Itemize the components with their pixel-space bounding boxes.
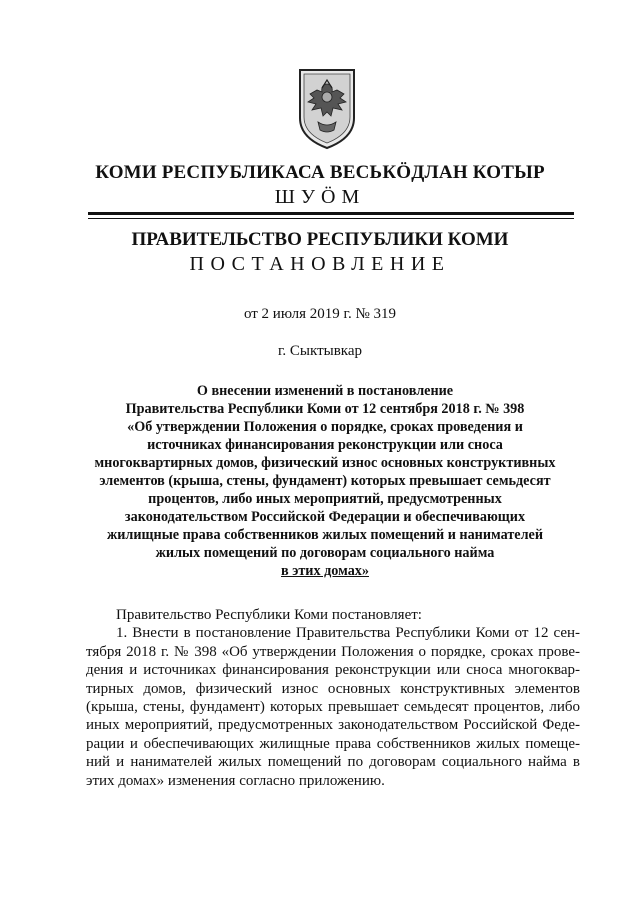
title-line: элементов (крыша, стены, фундамент) которых превышает семьдесят [99, 473, 551, 489]
body-line: ний и нанимателей жилых помещений по договорам социального найма в [86, 754, 580, 771]
russian-government-name: ПРАВИТЕЛЬСТВО РЕСПУБЛИКИ КОМИ [131, 229, 509, 250]
title-line-underlined: в этих домах» [281, 563, 369, 579]
title-line: жилищные права собственников жилых помещений и нанимателей [106, 527, 544, 543]
komi-document-type: ШУӦМ [274, 186, 366, 208]
body-line: этих домах» изменения согласно приложению. [86, 772, 385, 789]
title-line: процентов, либо иных мероприятий, предусмотренных [148, 491, 502, 507]
title-line: жилых помещений по договорам социального найма [155, 545, 495, 561]
document-title [60, 382, 590, 580]
title-line: законодательством Российской Федерации и обеспечивающих [124, 509, 526, 525]
body-line: тирных домов, физический износ основных конструктивных элементов [86, 680, 580, 697]
body-line: тября 2018 г. № 398 «Об утверждении Положения о порядке, сроках прове- [86, 643, 580, 660]
document-body [86, 606, 580, 790]
russian-document-type: ПОСТАНОВЛЕНИЕ [189, 253, 451, 275]
title-line: Правительства Республики Коми от 12 сентября 2018 г. № 398 [125, 401, 525, 417]
title-line: источниках финансирования реконструкции или сноса [147, 437, 503, 453]
body-line: иных мероприятий, предусмотренных законодательством Российской Феде- [86, 717, 580, 734]
header-divider-thin [88, 218, 574, 219]
title-line: О внесении изменений в постановление [196, 383, 454, 399]
title-line: «Об утверждении Положения о порядке, сроках проведения и [127, 419, 523, 435]
body-line: 1. Внести в постановление Правительства Республики Коми от 12 сен- [116, 625, 580, 642]
document-date-number: от 2 июля 2019 г. № 319 [243, 306, 397, 322]
body-line: рации и обеспечивающих жилищные права собственников жилых помеще- [86, 735, 580, 752]
komi-government-name: КОМИ РЕСПУБЛИКАСА ВЕСЬКӦДЛАН КОТЫР [95, 162, 545, 183]
body-line: Правительство Республики Коми постановляет: [116, 607, 422, 623]
body-line: дения и источниках финансирования реконструкции или сноса многоквар- [86, 662, 580, 679]
header-divider-thick [88, 212, 574, 215]
body-line: (крыша, стены, фундамент) которых превышает семьдесят процентов, либо [86, 699, 580, 716]
komi-coat-of-arms-icon [296, 66, 358, 150]
document-city: г. Сыктывкар [277, 343, 363, 359]
title-line: многоквартирных домов, физический износ основных конструктивных [94, 455, 556, 471]
